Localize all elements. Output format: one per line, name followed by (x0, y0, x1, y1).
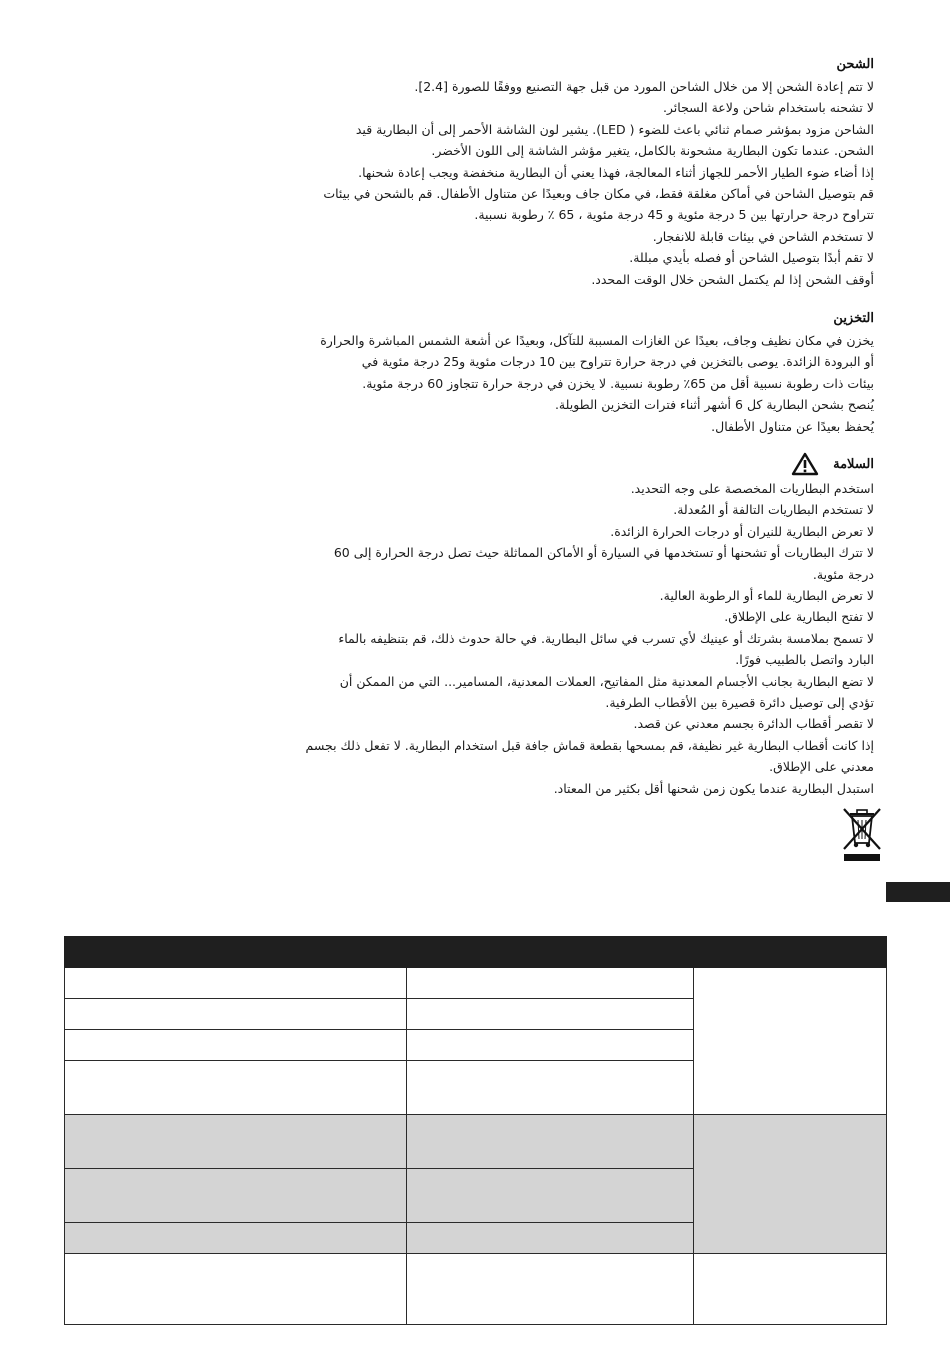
storage-line: يُنصح بشحن البطارية كل 6 أشهر أثناء فترات التخزين الطويلة. (554, 397, 874, 413)
charging-line: قم بتوصيل الشاحن في أماكن مغلقة فقط، في مكان جاف وبعيدًا عن متناول الأطفال. قم بالشحن في بيئات (323, 186, 874, 202)
table-group-cell (694, 968, 887, 1115)
charging-section (250, 54, 874, 290)
storage-line: يخزن في مكان نظيف وجاف، بعيدًا عن الغازات المسببة للتآكل، وبعيدًا عن أشعة الشمس المباشرة والحرارة (320, 333, 874, 348)
charging-line: أوقف الشحن إذا لم يكتمل الشحن خلال الوقت المحدد. (591, 271, 874, 287)
page-side-tab (886, 882, 950, 902)
safety-line: إذا كانت أقطاب البطارية غير نظيفة، قم بمسحها بقطعة قماش جافة قبل استخدام البطارية. لا تفعل ذلك بجسم (305, 737, 874, 753)
safety-line: لا تعرض البطارية للنيران أو درجات الحرارة الزائدة. (610, 523, 874, 539)
charging-line: لا تتم إعادة الشحن إلا من خلال الشاحن المورد من قبل جهة التصنيع ووفقًا للصورة [2.4]. (414, 79, 874, 94)
table-cell (407, 1169, 694, 1223)
table-cell (65, 1061, 407, 1115)
table-group-cell (694, 1115, 887, 1254)
table-cell (65, 968, 407, 999)
table-cell (407, 1254, 694, 1325)
table-cell (65, 1223, 407, 1254)
table-row (65, 1115, 887, 1169)
charging-line: الشاحن مزود بمؤشر صمام ثنائي باعث للضوء ( LED). يشير لون الشاشة الأحمر إلى أن البطارية قيد (355, 121, 874, 137)
safety-section (250, 452, 874, 799)
charging-line: لا تشحنه باستخدام شاحن ولاعة السجائر. (662, 100, 874, 116)
safety-heading (250, 452, 874, 476)
table-cell (65, 1030, 407, 1061)
safety-line: لا تترك البطاريات أو تشحنها أو تستخدمها في السيارة أو الأماكن المماثلة حيث تصل درجة الحرارة إلى 60 (333, 545, 874, 561)
charging-heading: الشحن (836, 56, 874, 71)
table-cell (65, 1254, 407, 1325)
storage-line: يُحفظ بعيدًا عن متناول الأطفال. (711, 418, 874, 434)
safety-line: استبدل البطارية عندما يكون زمن شحنها أقل بكثير من المعتاد. (553, 780, 874, 796)
safety-line: البارد واتصل بالطبيب فورًا. (735, 652, 874, 668)
charging-list (250, 76, 874, 290)
safety-list (250, 478, 874, 799)
table-group-cell (694, 1254, 887, 1325)
charging-line: لا تقم أبدًا بتوصيل الشاحن أو فصله بأيدي مبللة. (629, 250, 874, 266)
safety-line: لا تضع البطارية بجانب الأجسام المعدنية مثل المفاتيح، العملات المعدنية، المسامير... التي من الممكن أن (339, 673, 874, 689)
table-cell (407, 999, 694, 1030)
table-cell (407, 968, 694, 999)
charging-line: إذا أضاء ضوء الطيار الأحمر للجهاز أثناء المعالجة، فهذا يعني أن البطارية منخفضة ويجب إعادة شحنها. (358, 164, 874, 180)
crossed-out-wheelie-bin-icon (838, 805, 886, 863)
storage-heading: التخزين (833, 310, 874, 325)
table-cell (65, 999, 407, 1030)
spec-table-header-cell (65, 937, 887, 968)
safety-line: لا تفتح البطارية على الإطلاق. (724, 609, 874, 625)
safety-line: معدني على الإطلاق. (769, 759, 874, 775)
safety-heading-text: السلامة (833, 456, 874, 471)
storage-line: بيئات ذات رطوبة نسبية أقل من 65٪ رطوبة نسبية. لا يخزن في درجة حرارة تتجاوز 60 درجة مئوية. (362, 375, 874, 391)
spec-table-header (65, 937, 887, 968)
safety-line: درجة مئوية. (812, 566, 874, 582)
table-cell (407, 1115, 694, 1169)
table-row (65, 968, 887, 999)
table-cell (65, 1169, 407, 1223)
table-cell (407, 1061, 694, 1115)
safety-line: لا تسمح بملامسة بشرتك أو عينيك لأي تسرب في سائل البطارية. في حالة حدوث ذلك، قم بتنظيفه بالماء (338, 630, 874, 646)
charging-line: لا تستخدم الشاحن في بيئات قابلة للانفجار. (652, 228, 874, 244)
safety-line: لا تستخدم البطاريات التالفة أو المُعدلة. (673, 502, 874, 518)
storage-section (250, 308, 874, 437)
table-cell (407, 1030, 694, 1061)
spec-table (64, 936, 887, 1325)
charging-line: تتراوح درجة حرارتها بين 5 درجة مئوية و 45 درجة مئوية ، 65 ٪ رطوبة نسبية. (474, 207, 874, 223)
warning-triangle-icon (791, 452, 819, 476)
storage-list (250, 330, 874, 437)
safety-line: تؤدي إلى توصيل دائرة قصيرة بين الأقطاب الطرفية. (605, 695, 874, 711)
safety-line: لا تعرض البطارية للماء أو الرطوبة العالية. (659, 588, 874, 604)
table-cell (407, 1223, 694, 1254)
table-row (65, 1254, 887, 1325)
safety-line: لا تقصر أقطاب الدائرة بجسم معدني عن قصد. (633, 716, 874, 732)
table-cell (65, 1115, 407, 1169)
safety-line: استخدم البطاريات المخصصة على وجه التحديد. (630, 481, 874, 496)
storage-line: أو البرودة الزائدة. يوصى بالتخزين في درجة حرارة تتراوح بين 10 درجات مئوية و25 درجة مئوية في (361, 354, 874, 370)
charging-line: الشحن. عندما تكون البطارية مشحونة بالكامل، يتغير مؤشر الشاشة إلى اللون الأخضر. (431, 143, 874, 159)
